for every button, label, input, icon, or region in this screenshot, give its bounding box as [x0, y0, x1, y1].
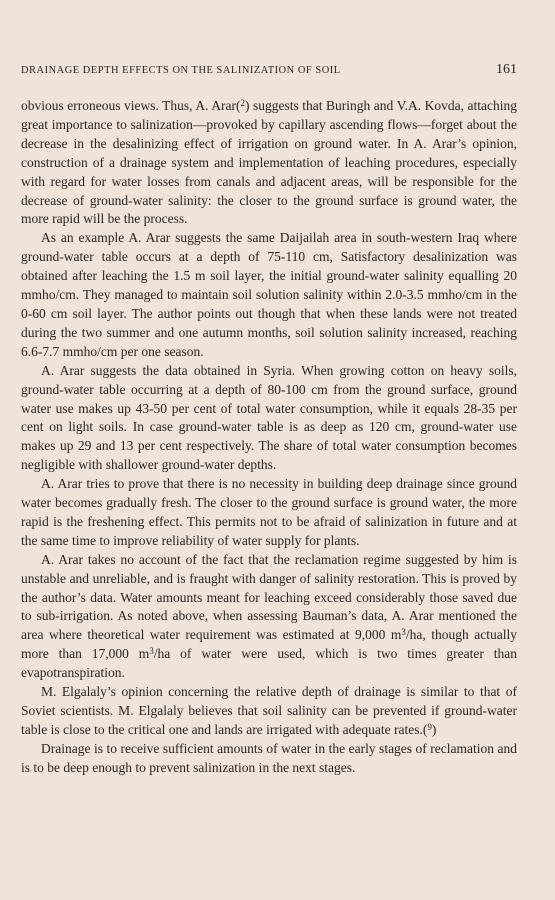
text-run: /ha of water were used, which is two times greater than evapotranspiration. — [21, 646, 517, 681]
paragraph — [21, 97, 517, 229]
text-run: A. Arar tries to prove that there is no necessity in building deep drainage since ground water becomes gradually fresh. The closer to the ground surface is ground water, the more rapid is the freshening effect. This permits not to be afraid of salinization in future and at the same time to improve reliability of water supply for plants. — [21, 476, 517, 548]
text-run: /ha, though actually more than 17,000 m — [21, 627, 517, 662]
superscript: 2 — [240, 98, 245, 108]
text-run: A. Arar takes no account of the fact that the reclamation regime suggested by him is unstable and unreliable, and is fraught with danger of salinity restoration. This is proved by the author’s data. Water amounts meant for leaching exceed considerably those saved due to sub-irrigation. As noted above, when assessing Bauman’s data, A. Arar mentioned the area where theoretical water requirement was estimated at 9,000 m — [21, 551, 517, 643]
superscript: 3 — [401, 627, 406, 638]
paragraph — [21, 362, 517, 475]
paragraph — [21, 551, 517, 683]
text-run: As an example A. Arar suggests the same Daijailah area in south-western Iraq where ground-water table occurs at a depth of 75-110 cm, Satisfactory desalinization was obtained after leaching the 1.5 m soil layer, the initial ground-water salinity equalling 20 mmho/cm. They managed to maintain soil solution salinity within 2.0-3.5 mmho/cm in the 0-60 cm soil layer. The author points out though that when these lands were not treated during the two summer and one autumn months, soil solution salinity increased, reaching 6.6-7.7 mmho/cm per one season. — [21, 230, 517, 359]
text-run: obvious erroneous views. Thus, A. Arar( — [21, 98, 241, 113]
page-number: 161 — [496, 62, 517, 77]
body-text — [21, 97, 517, 778]
running-title: DRAINAGE DEPTH EFFECTS ON THE SALINIZATION OF SOIL — [21, 65, 341, 76]
text-run: M. Elgalaly’s opinion concerning the relative depth of drainage is similar to that of Soviet scientists. M. Elgalaly believes that soil salinity can be prevented if ground-water table is close to the critical one and lands are irrigated with adequate rates.( — [21, 684, 517, 737]
paragraph — [21, 229, 517, 361]
page-header — [21, 62, 517, 78]
text-run: A. Arar suggests the data obtained in Syria. When growing cotton on heavy soils, ground-water table occurring at a depth of 80-100 cm from the ground surface, ground water use makes up 43-50 per cent of total water consumption, while it equals 28-35 per cent on light soils. In case ground-water table is as deep as 120 cm, ground-water use makes up 29 and 13 per cent respectively. The share of total water consumption becomes negligible with shallower ground-water depths. — [21, 362, 517, 473]
text-run: ) — [431, 721, 437, 737]
paragraph — [21, 475, 517, 551]
text-run: ) suggests that Buringh and V.A. Kovda, attaching great importance to salinization—provoked by capillary ascending flows—forget about the decrease in the desalinizing effect of irrigation on ground water. In A. Arar’s opinion, construction of a drainage system and implementation of leaching procedures, especially with regard for water losses from canals and adjacent areas, will be responsible for the decrease of ground-water salinity: the closer to the ground surface is ground water, the more rapid will be the process. — [21, 98, 517, 227]
superscript: 3 — [149, 646, 154, 657]
paragraph — [21, 740, 517, 778]
text-run: Drainage is to receive sufficient amounts of water in the early stages of reclamation and is to be deep enough to prevent salinization in the next stages. — [21, 740, 517, 775]
superscript: 9 — [427, 721, 432, 732]
paragraph — [21, 683, 517, 740]
